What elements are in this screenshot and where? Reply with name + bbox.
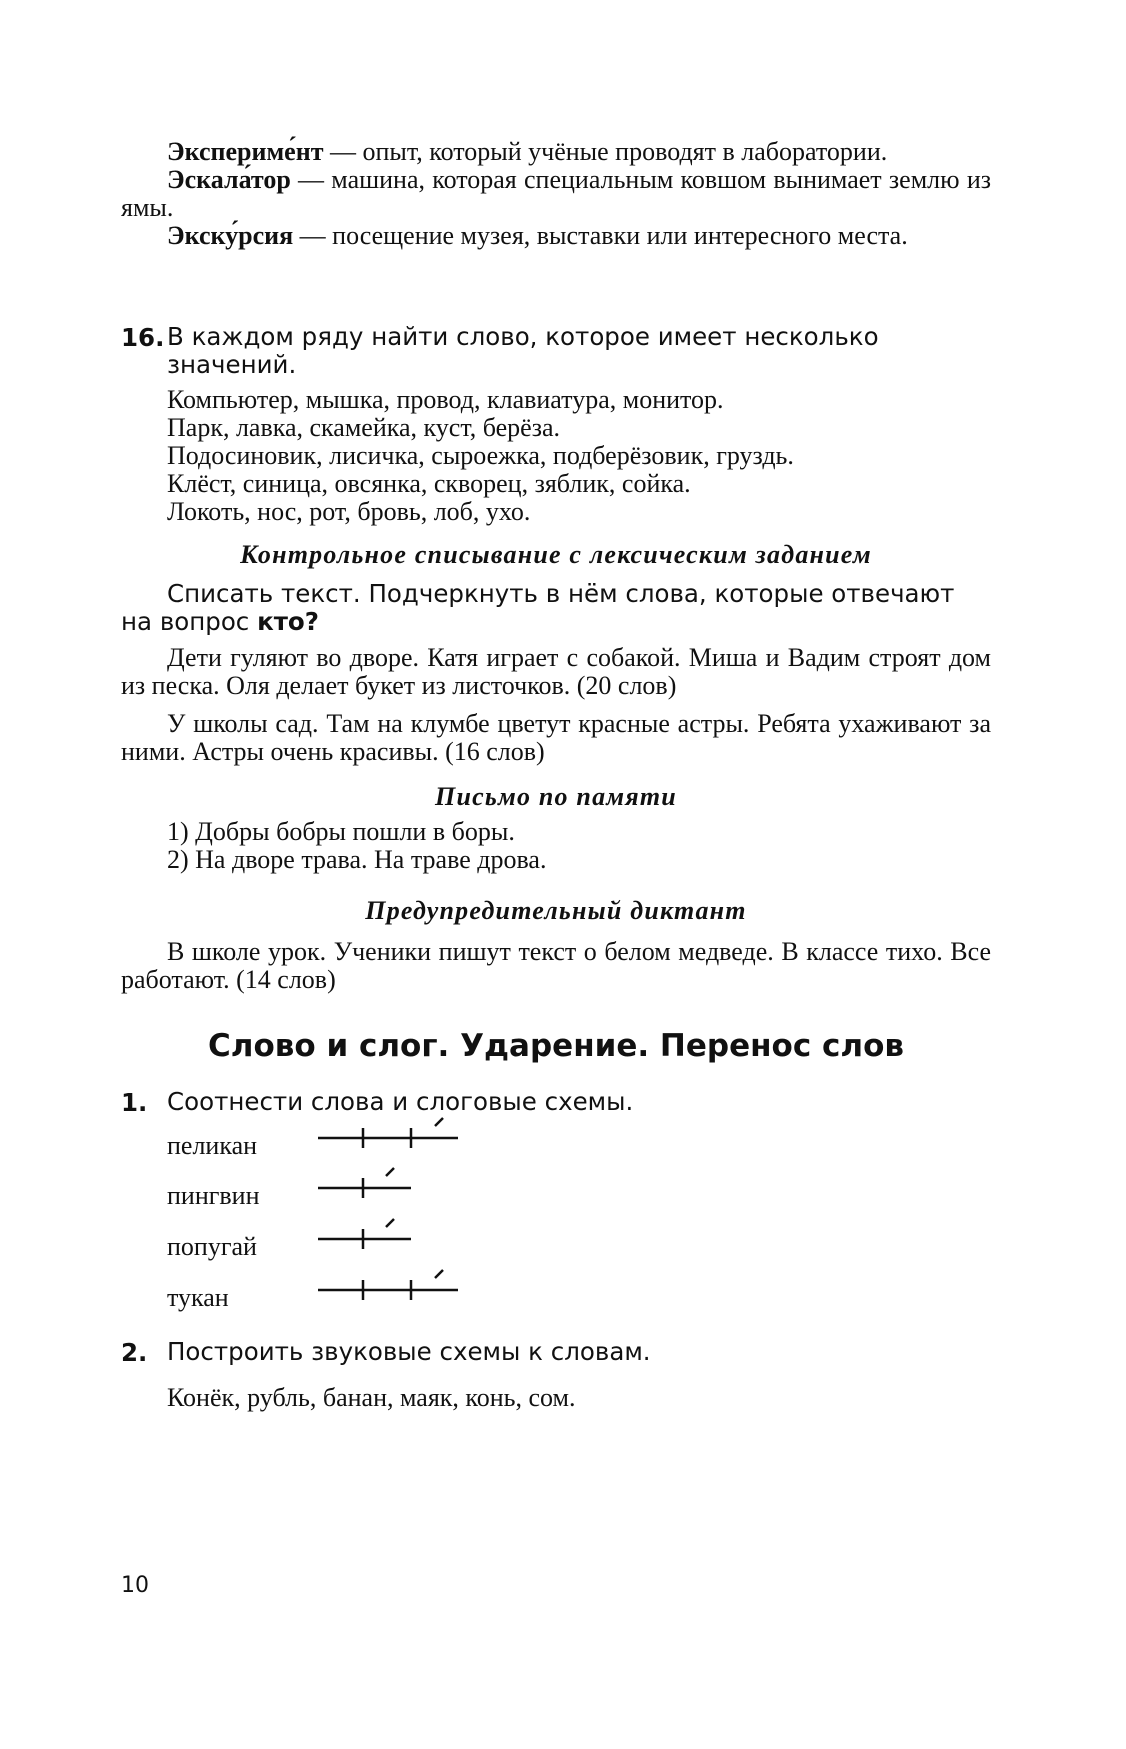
vocabulary-definition: — опыт, который учёные проводят в лаборатории. — [323, 137, 888, 166]
dictation-paragraph: В школе урок. Ученики пишут текст о белом медведе. В классе тихо. Все работают. (14 слов) — [121, 937, 991, 994]
vocabulary-term: Эскала́тор — [167, 165, 291, 194]
scheme-word: попугай — [167, 1232, 257, 1261]
list-item: 2) На дворе трава. На траве дрова. — [167, 845, 547, 874]
list-item: 1) Добры бобры пошли в боры. — [167, 817, 515, 846]
copy-text-2 — [121, 710, 991, 766]
task-words-line: Конёк, рубль, банан, маяк, конь, сом. — [167, 1383, 576, 1412]
section-heading-control-copy: Контрольное списывание с лексическим заданием — [240, 540, 872, 569]
word-row: Клёст, синица, овсянка, скворец, зяблик, сойка. — [167, 469, 691, 498]
scheme-word: пингвин — [167, 1181, 260, 1210]
vocabulary-definition: — машина, которая специальным ковшом вынимает землю из ямы. — [121, 165, 991, 222]
instruction-text: Списать текст. Подчеркнуть в нём слова, которые отвечают на вопрос — [121, 579, 955, 636]
task-number: 2. — [121, 1338, 148, 1367]
vocabulary-entry — [121, 166, 991, 222]
scheme-word: пеликан — [167, 1131, 258, 1160]
vocabulary-block — [121, 138, 991, 250]
word-row: Подосиновик, лисичка, сыроежка, подберёзовик, груздь. — [167, 441, 794, 470]
chapter-title: Слово и слог. Ударение. Перенос слов — [208, 1028, 904, 1064]
word-row: Компьютер, мышка, провод, клавиатура, монитор. — [167, 385, 724, 414]
task-instruction: Построить звуковые схемы к словам. — [167, 1337, 651, 1366]
section-heading-warning-dictation: Предупредительный диктант — [365, 896, 747, 925]
section-heading-memory-writing: Письмо по памяти — [435, 782, 677, 811]
dictation-text — [121, 938, 991, 994]
task-instruction: Соотнести слова и слоговые схемы. — [167, 1087, 634, 1116]
control-copy-instruction — [121, 580, 991, 636]
syllable-scheme-two — [318, 1211, 428, 1251]
vocabulary-entry — [121, 138, 991, 166]
vocabulary-entry — [121, 222, 991, 250]
task-number: 16. — [121, 323, 165, 352]
vocabulary-term: Экспериме́нт — [167, 137, 324, 166]
vocabulary-definition: — посещение музея, выставки или интересного места. — [293, 221, 908, 250]
word-row: Парк, лавка, скамейка, куст, берёза. — [167, 413, 561, 442]
scheme-word: тукан — [167, 1283, 229, 1312]
syllable-scheme-two — [318, 1160, 428, 1200]
copy-text: У школы сад. Там на клумбе цветут красные астры. Ребята ухаживают за ними. Астры очень красивы. (16 слов) — [121, 709, 991, 766]
page-number: 10 — [121, 1573, 149, 1598]
task-number: 1. — [121, 1088, 148, 1117]
memory-writing-list — [167, 818, 546, 874]
word-row: Локоть, нос, рот, бровь, лоб, ухо. — [167, 497, 531, 526]
vocabulary-term: Экску́рсия — [167, 221, 294, 250]
syllable-scheme-three — [318, 1110, 468, 1150]
word-rows — [167, 386, 794, 526]
copy-text-1 — [121, 644, 991, 700]
copy-text: Дети гуляют во дворе. Катя играет с собакой. Миша и Вадим строят дом из песка. Оля делает букет из листочков. (20 слов) — [121, 643, 991, 700]
syllable-scheme-three — [318, 1262, 468, 1302]
instruction-question: кто? — [257, 607, 319, 636]
task-instruction: В каждом ряду найти слово, которое имеет несколько значений. — [167, 322, 879, 379]
